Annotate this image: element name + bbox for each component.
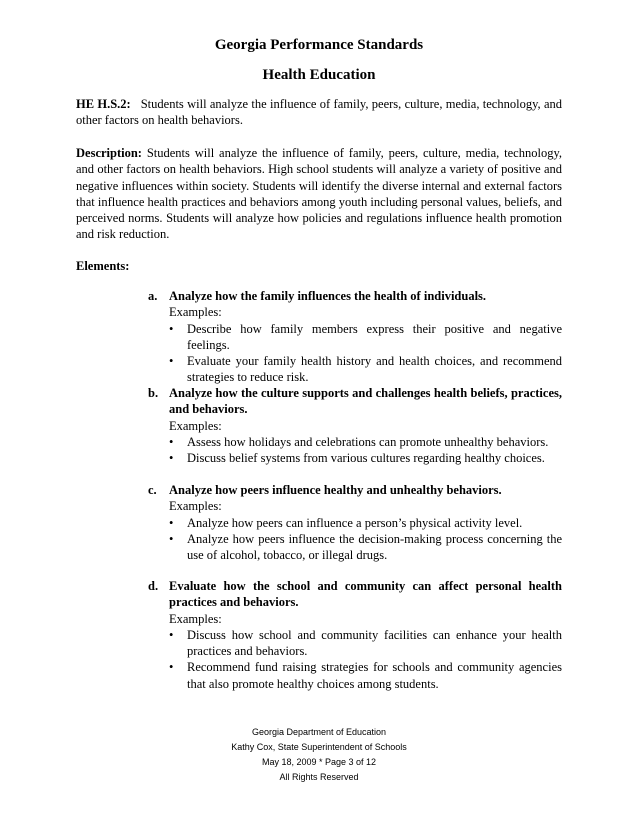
list-item bbox=[148, 515, 562, 531]
bullet-icon: • bbox=[169, 354, 174, 369]
element-section-a bbox=[148, 288, 562, 386]
bullet-icon: • bbox=[169, 627, 174, 642]
bullet-icon: • bbox=[169, 660, 174, 675]
list-item-text: Assess how holidays and celebrations can promote unhealthy behaviors. bbox=[187, 434, 549, 449]
examples-label: Examples: bbox=[169, 305, 222, 320]
bullet-icon: • bbox=[169, 321, 174, 336]
bullet-icon: • bbox=[169, 434, 174, 449]
element-section-c bbox=[148, 482, 562, 563]
element-heading bbox=[148, 482, 562, 498]
element-letter: b. bbox=[148, 386, 159, 400]
element-section-d bbox=[148, 578, 562, 692]
element-heading bbox=[148, 578, 562, 611]
list-item-text: Analyze how peers influence the decision-making process concerning the use of alcohol, tobacco, or illegal drugs. bbox=[187, 531, 562, 563]
element-title: Evaluate how the school and community can affect personal health practices and behaviors. bbox=[169, 579, 562, 610]
examples-label: Examples: bbox=[169, 499, 222, 514]
element-heading bbox=[148, 385, 562, 418]
list-item-text: Evaluate your family health history and health choices, and recommend strategies to reduce risk. bbox=[187, 354, 562, 385]
description-text: Students will analyze the influence of family, peers, culture, media, technology, and other factors on health behaviors. High school students will analyze a variety of positive and negative influences within society. Students will identify the diverse internal and external factors that influence health practices and behaviors among youth including personal values, beliefs, and perceived norms. Students will analyze how policies and regulations influence health promotion and risk reduction. bbox=[76, 146, 563, 242]
element-title: Analyze how the culture supports and challenges health beliefs, practices, and behaviors. bbox=[169, 386, 562, 417]
element-title: Analyze how the family influences the health of individuals. bbox=[169, 289, 487, 303]
element-letter: a. bbox=[148, 289, 158, 303]
page-footer bbox=[0, 725, 638, 785]
list-item bbox=[148, 434, 562, 450]
element-letter: c. bbox=[148, 483, 157, 497]
list-item bbox=[148, 531, 562, 564]
list-item bbox=[148, 659, 562, 692]
element-title: Analyze how peers influence healthy and unhealthy behaviors. bbox=[169, 483, 502, 497]
standard-text: Students will analyze the influence of family, peers, culture, media, technology, and other factors on health behaviors. bbox=[76, 97, 563, 128]
document-subtitle: Health Education bbox=[262, 67, 376, 83]
list-item bbox=[148, 627, 562, 660]
document-title: Georgia Performance Standards bbox=[214, 37, 424, 53]
description-paragraph bbox=[76, 145, 562, 243]
examples-label: Examples: bbox=[169, 611, 222, 626]
list-item-text: Discuss belief systems from various cultures regarding healthy choices. bbox=[187, 451, 545, 466]
description-label: Description: bbox=[76, 146, 142, 160]
footer-superintendent: Kathy Cox, State Superintendent of Schools bbox=[231, 742, 407, 752]
footer-department: Georgia Department of Education bbox=[251, 727, 387, 737]
examples-label: Examples: bbox=[169, 418, 222, 433]
elements-heading: Elements: bbox=[76, 259, 130, 273]
bullet-icon: • bbox=[169, 451, 174, 466]
list-item-text: Analyze how peers can influence a person’s physical activity level. bbox=[187, 515, 523, 530]
element-letter: d. bbox=[148, 579, 159, 593]
bullet-icon: • bbox=[169, 531, 174, 546]
list-item bbox=[148, 450, 562, 466]
footer-date-page: May 18, 2009 * Page 3 of 12 bbox=[261, 757, 377, 767]
bullet-icon: • bbox=[169, 515, 174, 530]
list-item bbox=[148, 321, 562, 354]
element-section-b bbox=[148, 385, 562, 466]
footer-rights: All Rights Reserved bbox=[279, 772, 359, 782]
standard-code: HE H.S.2: bbox=[76, 97, 131, 111]
list-item-text: Recommend fund raising strategies for schools and community agencies that also promote healthy choices among students. bbox=[187, 660, 562, 691]
standard-paragraph bbox=[76, 96, 562, 129]
list-item bbox=[148, 353, 562, 386]
element-heading bbox=[148, 288, 562, 304]
list-item-text: Discuss how school and community facilities can enhance your health practices and behaviors. bbox=[187, 627, 562, 659]
list-item-text: Describe how family members express their positive and negative feelings. bbox=[187, 321, 562, 352]
